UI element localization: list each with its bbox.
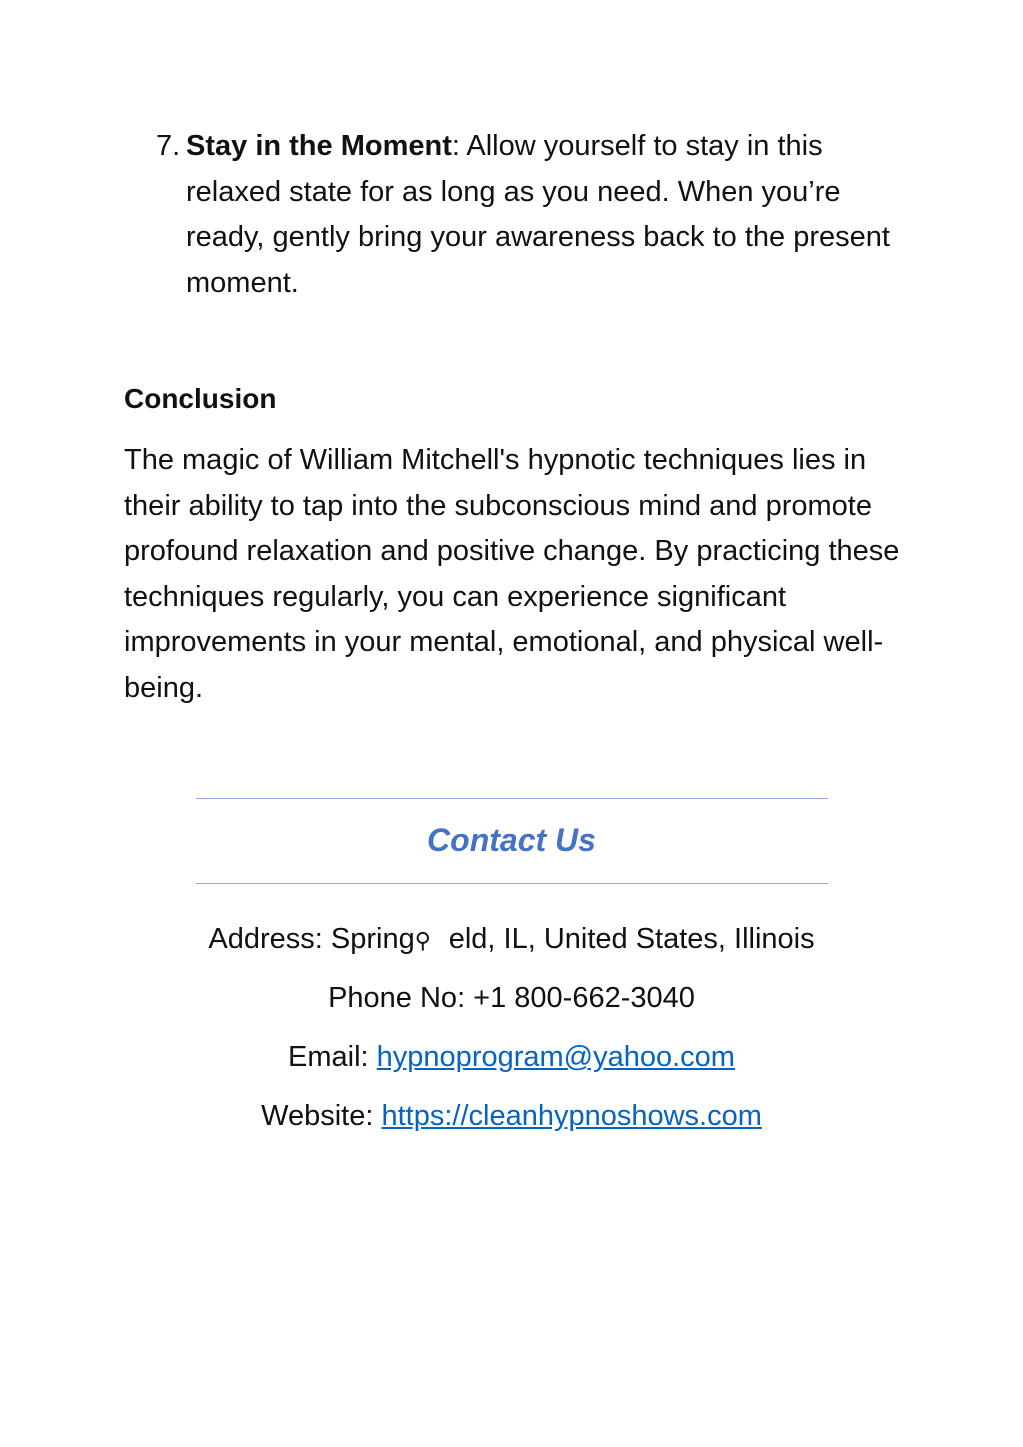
- divider-bottom: [196, 883, 828, 884]
- website-label: Website:: [261, 1100, 382, 1132]
- list-item-step-7: [124, 124, 904, 306]
- contact-phone: Phone No: +1 800-662-3040: [328, 982, 695, 1014]
- list-item-body: [186, 124, 904, 306]
- email-link[interactable]: hypnoprogram@yahoo.com: [376, 1041, 735, 1073]
- contact-email: [0, 1037, 1023, 1077]
- email-label: Email:: [288, 1041, 377, 1073]
- magnifier-glyph-icon: ⚲: [414, 928, 431, 953]
- contact-website: [0, 1096, 1023, 1136]
- contact-address: [0, 919, 1023, 961]
- conclusion-heading: Conclusion: [124, 383, 277, 414]
- address-rest: eld, IL, United States, Illinois: [448, 923, 815, 955]
- step-title: Stay in the Moment: [186, 130, 452, 162]
- address-label: Address: Spring: [208, 923, 415, 955]
- contact-title: Contact Us: [427, 822, 596, 858]
- website-link[interactable]: https://cleanhypnoshows.com: [381, 1100, 762, 1132]
- list-number: 7.: [156, 130, 181, 162]
- step-text: : Allow yourself to stay in this relaxed state for as long as you need. When you’re ready, gently bring your awareness back to the present moment.: [186, 130, 890, 299]
- divider-top: [196, 798, 828, 799]
- conclusion-paragraph: The magic of William Mitchell's hypnotic techniques lies in their ability to tap into the subconscious mind and promote profound relaxation and positive change. By practicing these techniques regularly, you can experience significant improvements in your mental, emotional, and physical well-being.: [124, 444, 900, 704]
